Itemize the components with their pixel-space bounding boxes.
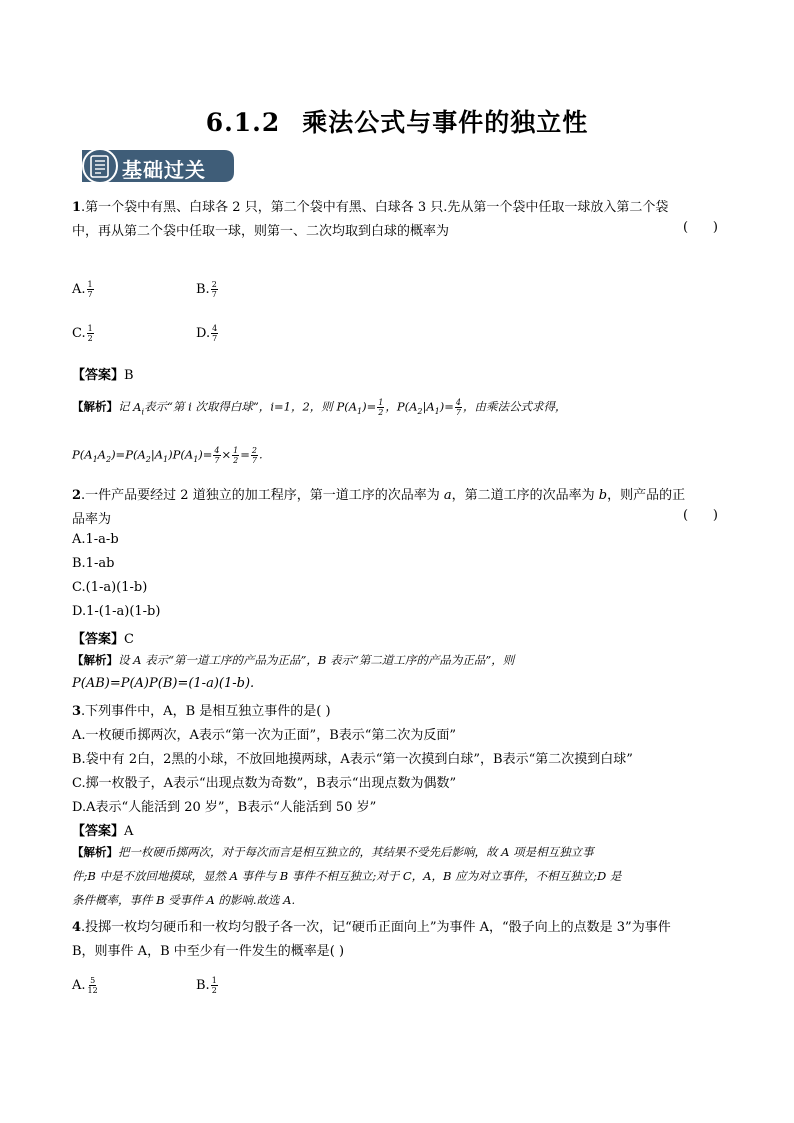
q1-answer-bracket: ( ): [683, 220, 718, 235]
q3-answer: 【答案】A: [72, 824, 134, 839]
q1-answer: 【答案】B: [72, 368, 134, 383]
q1-option-b: B. $\frac{2}{7}$: [196, 280, 217, 299]
q3-option-b: B.袋中有 2白，2黑的小球，不放回地摸两球，A表示“第一次摸到白球”，B表示“第二次摸到白球”: [72, 752, 633, 767]
q3-option-d: D.A表示“人能活到 20 岁”，B表示“人能活到 50 岁”: [72, 800, 377, 815]
title-number: 6.1.2: [205, 108, 281, 137]
q4-option-b: B. $\frac{1}{2}$: [196, 976, 217, 995]
q3-option-c: C.掷一枚骰子，A表示“出现点数为奇数”，B表示“出现点数为偶数”: [72, 776, 457, 791]
q1-option-d: D. $\frac{4}{7}$: [196, 324, 218, 343]
q2-line1: 2.一件产品要经过 2 道独立的加工程序，第一道工序的次品率为 a，第二道工序的次品率为 b，则产品的正: [72, 488, 686, 503]
q1-option-a: A. $\frac{1}{7}$: [72, 280, 93, 299]
q1-explanation: 【解析】记 $A_i$表示“第 i 次取得白球”，i=1，2，则 $P(A_1)=$ $\frac{1}{2}$ ，$P(A_2|A_1)=$ $\frac{4}{7}$ ，由乘法公式求得，: [72, 398, 567, 417]
q4-line1: 4.投掷一枚均匀硬币和一枚均匀骰子各一次，记“硬币正面向上”为事件 A，“骰子向上的点数是 3”为事件: [72, 920, 671, 935]
q1-line2: 中，再从第二个袋中任取一球，则第一、二次均取到白球的概率为: [72, 224, 450, 239]
page-title: [0, 103, 794, 139]
q1-formula: $P(A_1A_2)=P(A_2|A_1)P(A_1)=$ $\frac{4}{7}$ × $\frac{1}{2}$ = $\frac{2}{7}$ .: [72, 446, 263, 465]
q2-answer: 【答案】C: [72, 632, 134, 647]
q3-explanation-line3: 条件概率，事件 B 受事件 A 的影响.故选 A.: [72, 893, 296, 907]
q3-stem: 3.下列事件中，A，B 是相互独立事件的是( ): [72, 704, 331, 719]
title-text: 乘法公式与事件的独立性: [302, 108, 589, 137]
document-list-icon: [83, 149, 117, 183]
q4-option-a: A. $\frac{5}{12}$: [72, 976, 98, 995]
q4-line2: B，则事件 A，B 中至少有一件发生的概率是( ): [72, 944, 345, 959]
q2-option-b: B.1-ab: [72, 556, 115, 571]
q1-option-c: C. $\frac{1}{2}$: [72, 324, 93, 343]
q3-explanation-line2: 件;B 中是不放回地摸球，显然 A 事件与 B 事件不相互独立;对于 C，A，B 应为对立事件，不相互独立;D 是: [72, 869, 622, 883]
q3-explanation-line1: 【解析】把一枚硬币掷两次，对于每次而言是相互独立的，其结果不受先后影响，故 A 项是相互独立事: [72, 845, 594, 859]
q2-line2: 品率为: [72, 512, 112, 527]
section-banner-label: 基础过关: [122, 158, 206, 182]
q2-option-d: D.1-(1-a)(1-b): [72, 604, 161, 619]
q2-explanation: 【解析】设 A 表示“第一道工序的产品为正品”，B 表示“第二道工序的产品为正品”，则: [72, 653, 515, 667]
q2-option-c: C.(1-a)(1-b): [72, 580, 148, 595]
q2-option-a: A.1-a-b: [72, 532, 119, 547]
q2-formula: P(AB)=P(A)P(B)=(1-a)(1-b).: [72, 676, 255, 691]
q2-answer-bracket: ( ): [683, 508, 718, 523]
q3-option-a: A.一枚硬币掷两次，A表示“第一次为正面”，B表示“第二次为反面”: [72, 728, 457, 743]
q1-line1: 1.第一个袋中有黑、白球各 2 只，第二个袋中有黑、白球各 3 只.先从第一个袋中任取一球放入第二个袋: [72, 200, 669, 215]
